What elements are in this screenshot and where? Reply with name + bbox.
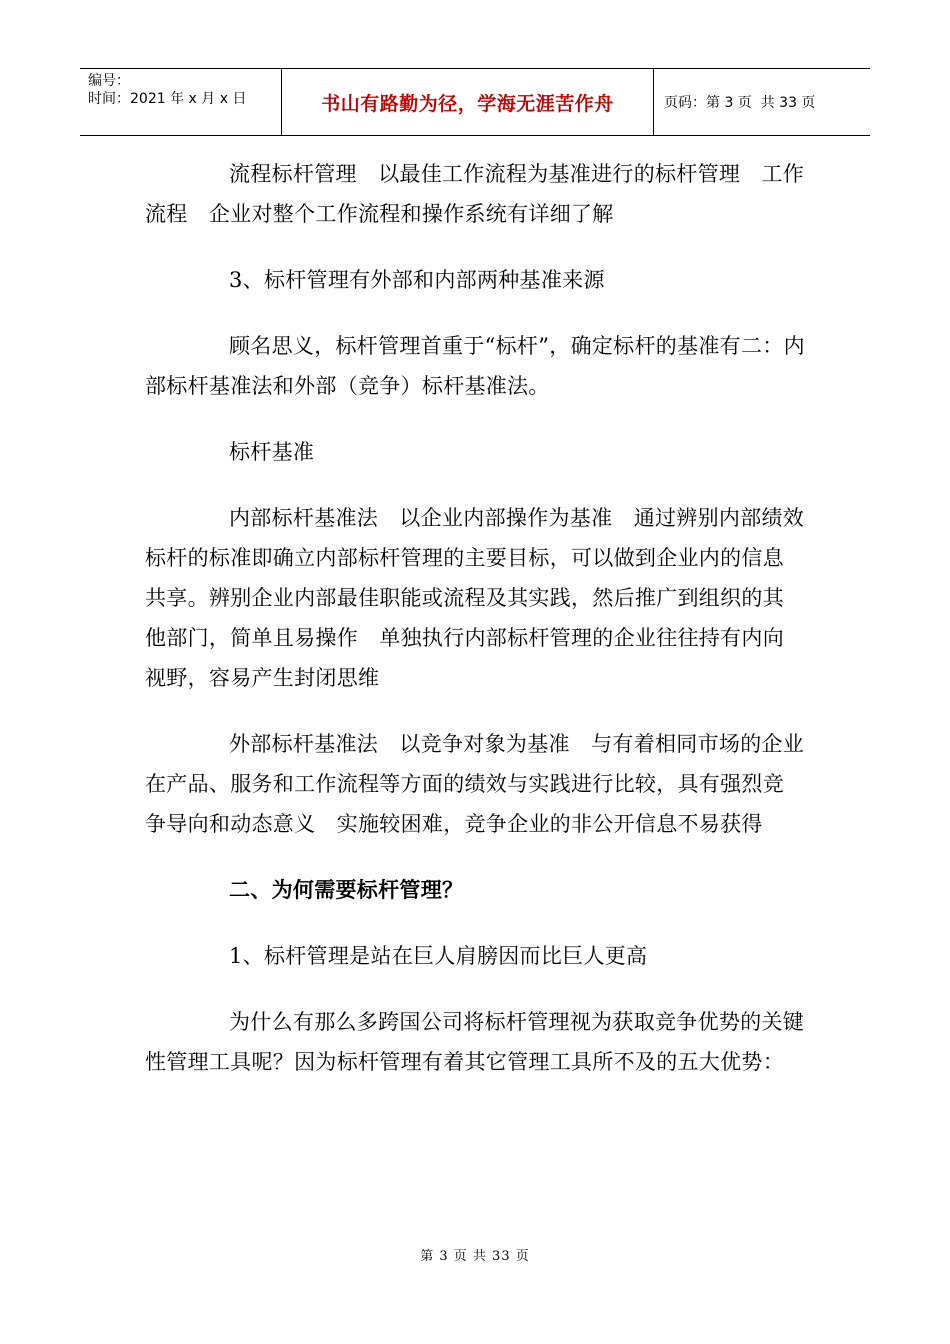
body-paragraph: 1、标杆管理是站在巨人肩膀因而比巨人更高 (229, 944, 648, 968)
date-label: 时间：2021 年 x 月 x 日 (88, 91, 247, 107)
header-page-info: 页码：第 3 页 共 33 页 (664, 95, 816, 111)
body-paragraph: 为什么有那么多跨国公司将标杆管理视为获取竞争优势的关键性管理工具呢？因为标杆管理有着其它管理工具所不及的五大优势： (145, 1010, 805, 1074)
body-paragraph: 3、标杆管理有外部和内部两种基准来源 (229, 268, 605, 292)
body-paragraph: 外部标杆基准法 以竞争对象为基准 与有着相同市场的企业在产品、服务和工作流程等方面的绩效与实践进行比较，具有强烈竞争导向和动态意义 实施较困难，竞争企业的非公开信息不易获得 (145, 732, 805, 836)
document-body (145, 154, 805, 1108)
page-footer: 第 3 页 共 33 页 (420, 1249, 530, 1264)
header-motto: 书山有路勤为径，学海无涯苦作舟 (282, 69, 654, 135)
number-label: 编号： (88, 73, 130, 89)
section-heading: 二、为何需要标杆管理？ (229, 877, 464, 902)
body-paragraph: 流程标杆管理 以最佳工作流程为基准进行的标杆管理 工作流程 企业对整个工作流程和操作系统有详细了解 (145, 162, 805, 226)
body-paragraph: 顾名思义，标杆管理首重于“标杆”，确定标杆的基准有二：内部标杆基准法和外部（竞争）标杆基准法。 (145, 334, 805, 398)
document-header (80, 68, 870, 136)
body-paragraph: 内部标杆基准法 以企业内部操作为基准 通过辨别内部绩效标杆的标准即确立内部标杆管理的主要目标，可以做到企业内的信息共享。辨别企业内部最佳职能或流程及其实践，然后推广到组织的其他部门，简单且易操作 单独执行内部标杆管理的企业往往持有内向视野，容易产生封闭思维 (145, 506, 805, 690)
body-paragraph: 标杆基准 (229, 440, 315, 464)
header-meta-cell (80, 69, 282, 135)
